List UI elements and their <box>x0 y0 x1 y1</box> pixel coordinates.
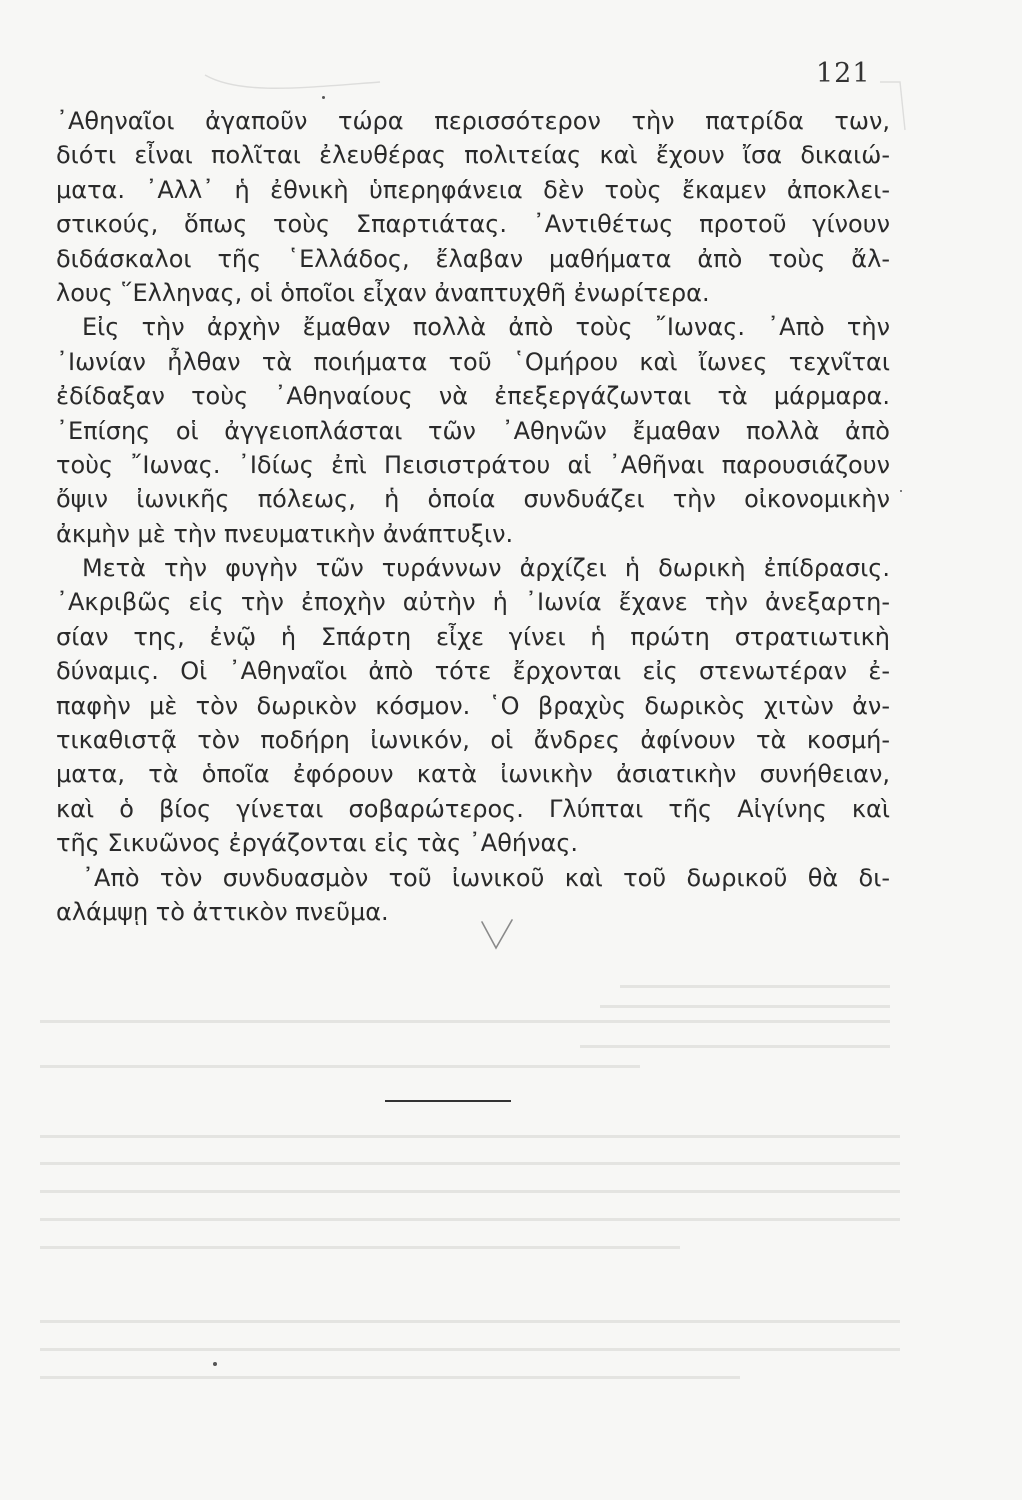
text-line: ματα. ᾽Αλλ᾽ ἡ ἐθνικὴ ὑπερηφάνεια δὲν τοὺς ἔκαμεν ἀποκλει- <box>56 175 890 204</box>
text-line: αλάμψῃ τὸ ἀττικὸν πνεῦμα. <box>56 897 389 926</box>
text-line: τικαθιστᾷ τὸν ποδήρη ἰωνικόν, οἱ ἄνδρες ἀφίνουν τὰ κοσμή- <box>56 726 890 755</box>
paragraph <box>56 310 890 551</box>
text-line: στικούς, ὅπως τοὺς Σπαρτιάτας. ᾽Αντιθέτως προτοῦ γίνουν <box>56 210 890 239</box>
dust-speck <box>322 96 325 99</box>
text-line: δύναμις. Οἱ ᾽Αθηναῖοι ἀπὸ τότε ἔρχονται εἰς στενωτέραν ἐ- <box>56 657 890 686</box>
text-line: τῆς Σικυῶνος ἐργάζονται εἰς τὰς ᾽Αθήνας. <box>56 829 579 858</box>
text-line: ἀκμὴν μὲ τὴν πνευματικὴν ἀνάπτυξιν. <box>56 519 514 548</box>
body-text <box>56 104 890 929</box>
text-line: παφὴν μὲ τὸν δωρικὸν κόσμον. ῾Ο βραχὺς δωρικὸς χιτὼν ἀν- <box>56 691 890 720</box>
text-line: ᾽Απὸ τὸν συνδυασμὸν τοῦ ἰωνικοῦ καὶ τοῦ δωρικοῦ θὰ δι- <box>82 863 890 892</box>
paragraph <box>56 551 890 861</box>
text-line: σίαν της, ἐνῷ ἡ Σπάρτη εἶχε γίνει ἡ πρώτη στρατιωτικὴ <box>56 622 890 651</box>
text-line: ματα, τὰ ὁποῖα ἐφόρουν κατὰ ἰωνικὴν ἀσιατικὴν συνήθειαν, <box>56 760 890 789</box>
page-number: 121 <box>816 58 871 89</box>
text-line: Εἰς τὴν ἀρχὴν ἔμαθαν πολλὰ ἀπὸ τοὺς ῎Ιωνας. ᾽Απὸ τὴν <box>82 313 890 342</box>
text-line: τοὺς ῎Ιωνας. ᾽Ιδίως ἐπὶ Πεισιστράτου αἱ ᾽Αθῆναι παρουσιάζουν <box>56 450 890 479</box>
text-line: Μετὰ τὴν φυγὴν τῶν τυράννων ἀρχίζει ἡ δωρικὴ ἐπίδρασις. <box>82 554 890 583</box>
text-line: διδάσκαλοι τῆς ῾Ελλάδος, ἔλαβαν μαθήματα ἀπὸ τοὺς ἄλ- <box>56 244 890 273</box>
text-line: ὄψιν ἰωνικῆς πόλεως, ἡ ὁποία συνδυάζει τὴν οἰκονομικὴν <box>56 485 890 514</box>
paragraph <box>56 104 890 310</box>
text-line: ᾽Ακριβῶς εἰς τὴν ἐποχὴν αὐτὴν ἡ ᾽Ιωνία ἔχανε τὴν ἀνεξαρτη- <box>56 588 890 617</box>
text-line: ᾽Αθηναῖοι ἀγαποῦν τώρα περισσότερον τὴν πατρίδα των, <box>56 107 890 135</box>
text-line: λους ῞Ελληνας, οἱ ὁποῖοι εἶχαν ἀναπτυχθῆ ἐνωρίτερα. <box>56 278 710 307</box>
text-line: ἐδίδαξαν τοὺς ᾽Αθηναίους νὰ ἐπεξεργάζωνται τὰ μάρμαρα. <box>56 382 890 411</box>
paragraph <box>56 861 890 930</box>
dust-speck <box>213 1362 217 1366</box>
text-line: καὶ ὁ βίος γίνεται σοβαρώτερος. Γλύπται τῆς Αἰγίνης καὶ <box>56 794 890 823</box>
text-line: διότι εἶναι πολῖται ἐλευθέρας πολιτείας καὶ ἔχουν ἴσα δικαιώ- <box>56 141 890 170</box>
text-line: ᾽Επίσης οἱ ἀγγειοπλάσται τῶν ᾽Αθηνῶν ἔμαθαν πολλὰ ἀπὸ <box>56 416 890 445</box>
section-divider <box>385 1100 511 1102</box>
text-line: ᾽Ιωνίαν ἦλθαν τὰ ποιήματα τοῦ ῾Ομήρου καὶ ἴωνες τεχνῖται <box>56 347 890 376</box>
pencil-check-mark <box>478 916 518 956</box>
dust-speck <box>900 490 902 492</box>
